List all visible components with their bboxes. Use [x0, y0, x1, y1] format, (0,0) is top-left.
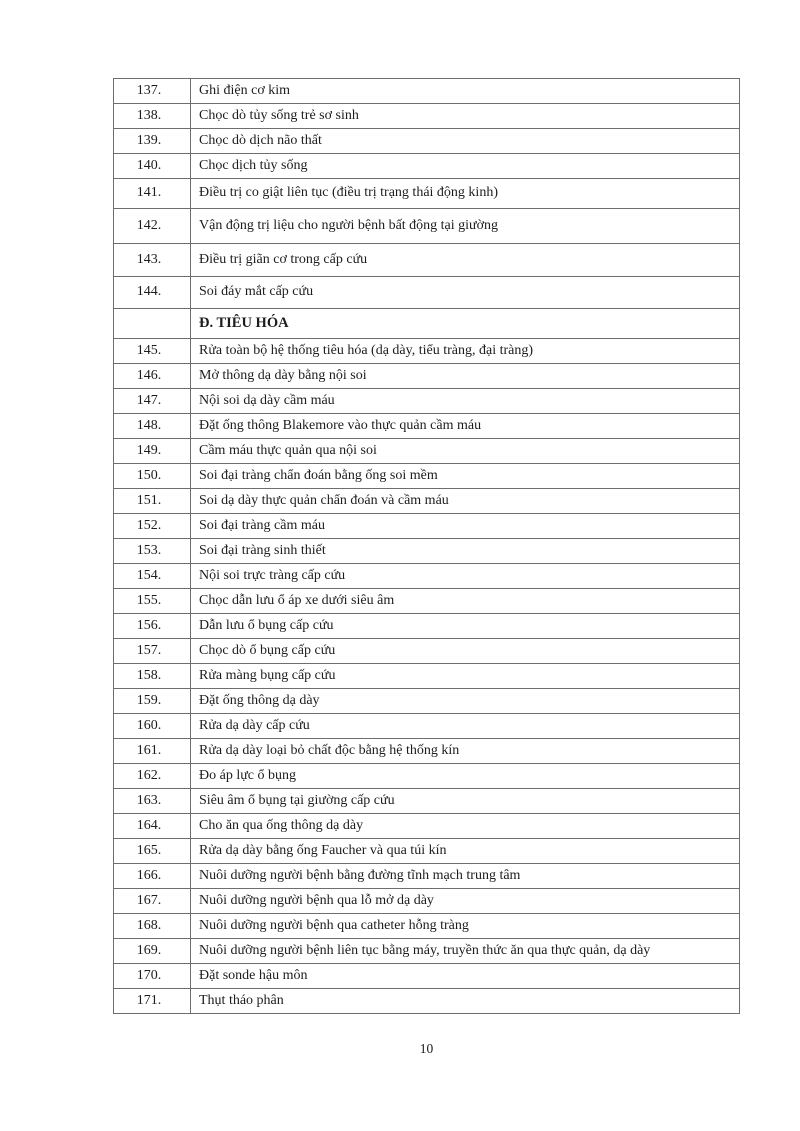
procedure-name: Thụt tháo phân — [191, 989, 740, 1014]
row-number: 137. — [114, 79, 191, 104]
page-number: 10 — [419, 1041, 434, 1056]
table-row — [114, 714, 740, 739]
procedure-name: Rửa dạ dày cấp cứu — [191, 714, 740, 739]
procedure-name: Dẫn lưu ổ bụng cấp cứu — [191, 614, 740, 639]
section-header-row — [114, 309, 740, 339]
procedure-name: Ghi điện cơ kim — [191, 79, 740, 104]
procedure-name: Soi đại tràng cầm máu — [191, 514, 740, 539]
row-number: 166. — [114, 864, 191, 889]
table-row — [114, 277, 740, 309]
procedure-name: Đo áp lực ổ bụng — [191, 764, 740, 789]
procedure-name: Rửa màng bụng cấp cứu — [191, 664, 740, 689]
table-row — [114, 244, 740, 277]
row-number: 150. — [114, 464, 191, 489]
row-number: 143. — [114, 244, 191, 277]
table-row — [114, 104, 740, 129]
procedure-name: Soi đại tràng sinh thiết — [191, 539, 740, 564]
row-number: 145. — [114, 339, 191, 364]
row-number: 152. — [114, 514, 191, 539]
row-number: 159. — [114, 689, 191, 714]
table-row — [114, 539, 740, 564]
table-row — [114, 864, 740, 889]
row-number: 168. — [114, 914, 191, 939]
row-number: 147. — [114, 389, 191, 414]
procedure-name: Mở thông dạ dày bằng nội soi — [191, 364, 740, 389]
row-number: 164. — [114, 814, 191, 839]
procedure-name: Siêu âm ổ bụng tại giường cấp cứu — [191, 789, 740, 814]
procedure-name: Vận động trị liệu cho người bệnh bất động tại giường — [191, 209, 740, 244]
procedure-name: Chọc dịch tủy sống — [191, 154, 740, 179]
procedure-name: Đặt ống thông Blakemore vào thực quản cầm máu — [191, 414, 740, 439]
table-row — [114, 614, 740, 639]
table-row — [114, 589, 740, 614]
row-number: 144. — [114, 277, 191, 309]
table-row — [114, 209, 740, 244]
table-row — [114, 514, 740, 539]
table-row — [114, 939, 740, 964]
table-row — [114, 664, 740, 689]
table-row — [114, 464, 740, 489]
table-row — [114, 814, 740, 839]
procedure-name: Điều trị giãn cơ trong cấp cứu — [191, 244, 740, 277]
table-row — [114, 739, 740, 764]
row-number: 167. — [114, 889, 191, 914]
table-row — [114, 964, 740, 989]
table-row — [114, 364, 740, 389]
table-row — [114, 129, 740, 154]
table-row — [114, 989, 740, 1014]
row-number: 157. — [114, 639, 191, 664]
table-row — [114, 764, 740, 789]
row-number: 138. — [114, 104, 191, 129]
procedure-name: Rửa dạ dày loại bỏ chất độc bằng hệ thống kín — [191, 739, 740, 764]
procedure-name: Chọc dò dịch não thất — [191, 129, 740, 154]
row-number: 154. — [114, 564, 191, 589]
procedures-table — [113, 78, 740, 1014]
table-row — [114, 839, 740, 864]
row-number: 171. — [114, 989, 191, 1014]
row-number: 156. — [114, 614, 191, 639]
table-row — [114, 914, 740, 939]
procedure-name: Chọc dò tủy sống trẻ sơ sinh — [191, 104, 740, 129]
row-number — [114, 309, 191, 339]
row-number: 158. — [114, 664, 191, 689]
procedure-name: Rửa dạ dày bằng ống Faucher và qua túi kín — [191, 839, 740, 864]
procedure-name: Nội soi dạ dày cầm máu — [191, 389, 740, 414]
procedure-name: Nội soi trực tràng cấp cứu — [191, 564, 740, 589]
procedure-name: Chọc dẫn lưu ổ áp xe dưới siêu âm — [191, 589, 740, 614]
procedure-name: Soi dạ dày thực quản chẩn đoán và cầm máu — [191, 489, 740, 514]
row-number: 165. — [114, 839, 191, 864]
row-number: 142. — [114, 209, 191, 244]
table-row — [114, 689, 740, 714]
procedure-name: Soi đáy mắt cấp cứu — [191, 277, 740, 309]
procedures-table-body — [114, 79, 740, 1014]
table-row — [114, 154, 740, 179]
row-number: 160. — [114, 714, 191, 739]
row-number: 149. — [114, 439, 191, 464]
procedure-name: Nuôi dưỡng người bệnh qua catheter hỗng tràng — [191, 914, 740, 939]
row-number: 141. — [114, 179, 191, 209]
procedure-name: Cầm máu thực quản qua nội soi — [191, 439, 740, 464]
row-number: 163. — [114, 789, 191, 814]
row-number: 139. — [114, 129, 191, 154]
row-number: 148. — [114, 414, 191, 439]
table-row — [114, 564, 740, 589]
table-row — [114, 439, 740, 464]
procedure-name: Rửa toàn bộ hệ thống tiêu hóa (dạ dày, tiểu tràng, đại tràng) — [191, 339, 740, 364]
section-title: Đ. TIÊU HÓA — [191, 309, 740, 339]
row-number: 155. — [114, 589, 191, 614]
row-number: 170. — [114, 964, 191, 989]
row-number: 153. — [114, 539, 191, 564]
table-row — [114, 889, 740, 914]
procedure-name: Điều trị co giật liên tục (điều trị trạng thái động kinh) — [191, 179, 740, 209]
procedure-name: Cho ăn qua ống thông dạ dày — [191, 814, 740, 839]
row-number: 140. — [114, 154, 191, 179]
table-row — [114, 339, 740, 364]
row-number: 161. — [114, 739, 191, 764]
row-number: 146. — [114, 364, 191, 389]
procedure-name: Soi đại tràng chẩn đoán bằng ống soi mềm — [191, 464, 740, 489]
table-row — [114, 789, 740, 814]
table-row — [114, 389, 740, 414]
row-number: 162. — [114, 764, 191, 789]
procedure-name: Đặt sonde hậu môn — [191, 964, 740, 989]
procedure-name: Nuôi dưỡng người bệnh liên tục bằng máy, truyền thức ăn qua thực quản, dạ dày — [191, 939, 740, 964]
table-row — [114, 639, 740, 664]
procedure-name: Đặt ống thông dạ dày — [191, 689, 740, 714]
table-row — [114, 489, 740, 514]
table-row — [114, 179, 740, 209]
procedure-name: Nuôi dưỡng người bệnh qua lỗ mở dạ dày — [191, 889, 740, 914]
procedure-name: Nuôi dưỡng người bệnh bằng đường tĩnh mạch trung tâm — [191, 864, 740, 889]
table-row — [114, 414, 740, 439]
row-number: 151. — [114, 489, 191, 514]
procedure-name: Chọc dò ổ bụng cấp cứu — [191, 639, 740, 664]
row-number: 169. — [114, 939, 191, 964]
table-row — [114, 79, 740, 104]
